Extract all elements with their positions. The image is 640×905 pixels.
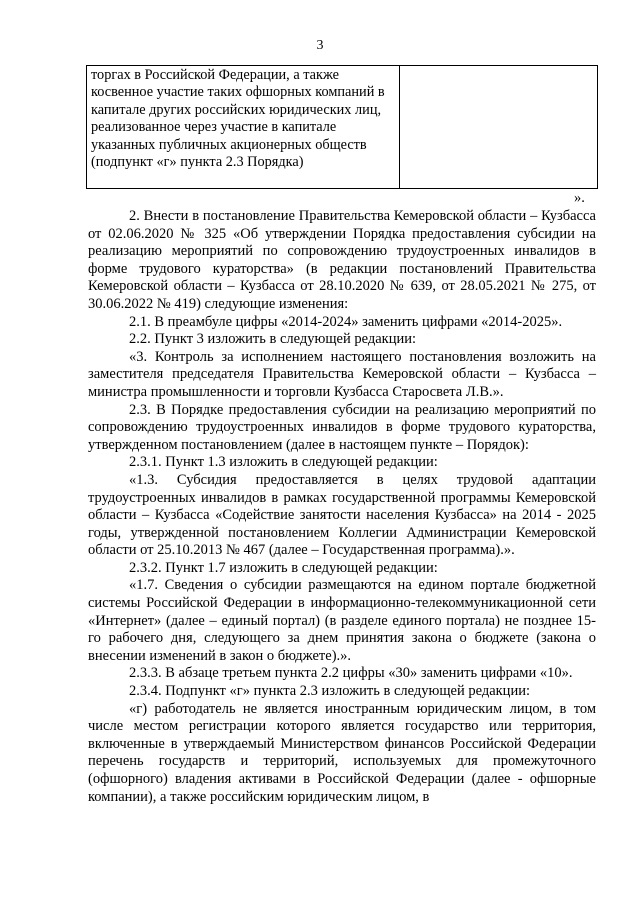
paragraph-2: 2. Внести в постановление Правительства Кемеровской области – Кузбасса от 02.06.2020 № 325 «Об утверждении Порядка предоставления субсидии на реализацию мероприятий по сопровождению трудоустроенных инвалидов в форме трудового кураторства» (в редакции постановлений Правительства Кемеровской области – Кузбасса от 28.10.2020 № 639, от 28.05.2021 № 275, от 30.06.2022 № 419) следующие изменения: [88,208,596,312]
paragraph-2-3-4: 2.3.4. Подпункт «г» пункта 2.3 изложить в следующей редакции: [129,683,530,700]
paragraph-quote-1-3: «1.3. Субсидия предоставляется в целях трудовой адаптации трудоустроенных инвалидов в рамках государственной программы Кемеровской области – Кузбасса «Содействие занятости населения Кузбасса» на 2014 - 2025 годы, утвержденной постановлением Коллегии Администрации Кемеровской области от 25.10.2013 № 467 (далее – Государственная программа).». [88,471,596,559]
table-cell-description: торгах в Российской Федерации, а также косвенное участие таких офшорных компаний в капитале других российских юридических лиц, реализованное через участие в капитале указанных публичных акционерных обществ (подпункт «г» пункта 2.3 Порядка) [87,66,400,189]
paragraph-2-2: 2.2. Пункт 3 изложить в следующей редакции: [129,331,417,348]
table-cell-empty [400,66,598,189]
paragraph-quote-g: «г) работодатель не является иностранным юридическим лицом, в том числе местом регистрации которого является государство или территория, включенные в утверждаемый Министерством финансов Российской Федерации перечень государств и территорий, используемых для промежуточного (офшорного) владения активами в Российской Федерации (далее - офшорные компании), а также российским юридическим лицом, в [88,700,596,805]
table-row [87,66,598,189]
amendment-table [86,65,598,189]
paragraph-2-3: 2.3. В Порядке предоставления субсидии на реализацию мероприятий по сопровождению трудоустроенных инвалидов в форме трудового кураторства, утвержденном постановлением (далее в настоящем пункте – Порядок): [88,401,596,453]
paragraph-2-3-1: 2.3.1. Пункт 1.3 изложить в следующей редакции: [129,454,438,471]
page-number: 3 [316,38,324,53]
paragraph-2-3-2: 2.3.2. Пункт 1.7 изложить в следующей редакции: [129,559,438,576]
closing-quote: ». [574,190,585,206]
paragraph-quote-3: «3. Контроль за исполнением настоящего постановления возложить на заместителя председателя Правительства Кемеровской области – Кузбасса – министра промышленности и торговли Кузбасса Старосвета Л.В.». [88,348,596,400]
paragraph-2-3-3: 2.3.3. В абзаце третьем пункта 2.2 цифры «30» заменить цифрами «10». [129,665,573,682]
paragraph-2-1: 2.1. В преамбуле цифры «2014-2024» заменить цифрами «2014-2025». [129,313,563,330]
document-body [88,208,596,806]
paragraph-quote-1-7: «1.7. Сведения о субсидии размещаются на едином портале бюджетной системы Российской Федерации в информационно-телекоммуникационной сети «Интернет» (далее – единый портал) (в разделе единого портала) не позднее 15-го рабочего дня, следующего за днем принятия закона о бюджете (закона о внесении изменений в закон о бюджете).». [88,577,596,664]
